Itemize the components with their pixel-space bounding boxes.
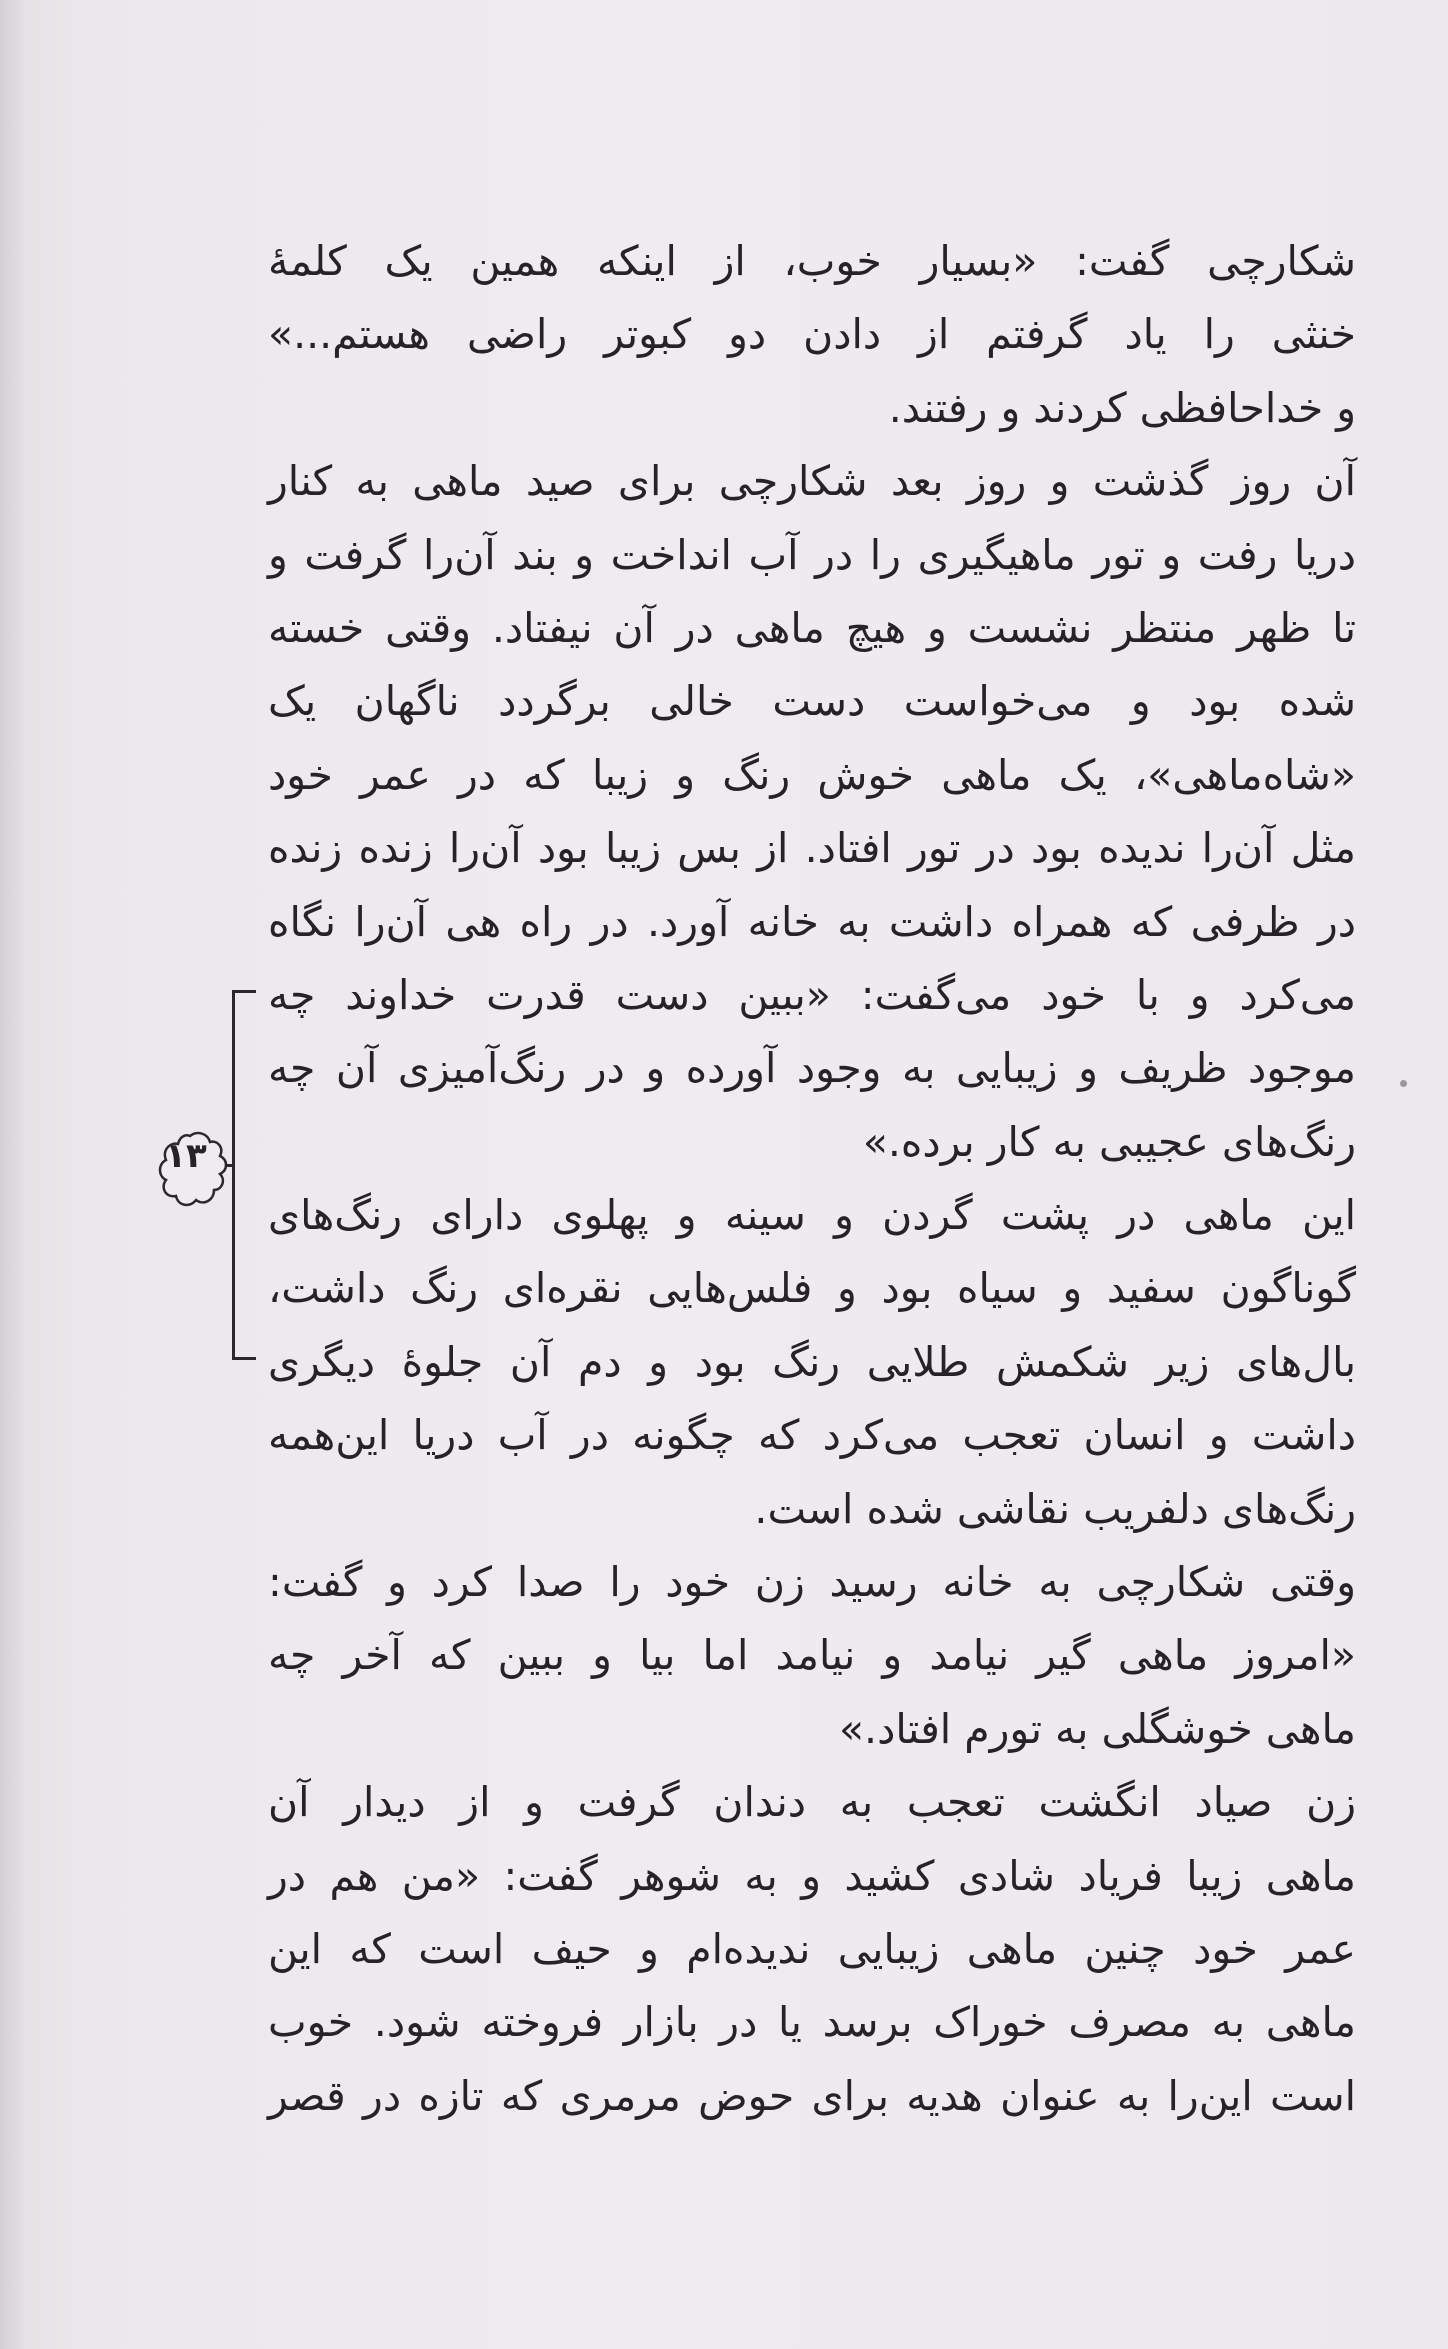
text-line: زن صیاد انگشت تعجب به دندان گرفت و از دیدار آن	[268, 1778, 1356, 1827]
text-line: ماهی به مصرف خوراک برسد یا در بازار فروخته شود. خوب	[268, 1998, 1356, 2047]
text-line: رنگ‌های عجیبی به کار برده.»	[862, 1117, 1356, 1166]
text-line: وقتی شکارچی به خانه رسید زن خود را صدا کرد و گفت:	[268, 1558, 1356, 1607]
text-line: و خداحافظی کردند و رفتند.	[888, 383, 1356, 432]
text-line: موجود ظریف و زیبایی به وجود آورده و در رنگ‌آمیزی آن چه	[268, 1044, 1356, 1093]
text-line: گوناگون سفید و سیاه بود و فلس‌هایی نقره‌ای رنگ داشت،	[268, 1264, 1356, 1313]
text-line: مثل آن‌را ندیده بود در تور افتاد. از بس زیبا بود آن‌را زنده زنده	[268, 824, 1356, 873]
text-line: ماهی خوشگلی به تورم افتاد.»	[838, 1704, 1356, 1753]
text-line: داشت و انسان تعجب می‌کرد که چگونه در آب دریا این‌همه	[268, 1411, 1356, 1460]
text-line: «شاه‌ماهی»، یک ماهی خوش رنگ و زیبا که در عمر خود	[268, 750, 1356, 799]
margin-rule-bottom-tick	[232, 1357, 256, 1360]
text-line: شده بود و می‌خواست دست خالی برگردد ناگهان یک	[268, 677, 1356, 726]
text-line: در ظرفی که همراه داشت به خانه آورد. در راه هی آن‌را نگاه	[268, 897, 1356, 946]
margin-rule-top-tick	[232, 990, 256, 993]
page-number: ۱۳	[165, 1136, 207, 1176]
text-line: «امروز ماهی گیر نیامد و نیامد اما بیا و ببین که آخر چه	[268, 1631, 1356, 1680]
text-line: ماهی زیبا فریاد شادی کشید و به شوهر گفت: «من هم در	[268, 1851, 1356, 1900]
text-line: بال‌های زیر شکمش طلایی رنگ بود و دم آن جلوهٔ دیگری	[268, 1337, 1356, 1386]
paper-speck	[1400, 1080, 1407, 1087]
text-line: شکارچی گفت: «بسیار خوب، از اینکه همین یک کلمهٔ	[268, 237, 1356, 285]
text-line: این ماهی در پشت گردن و سینه و پهلوی دارای رنگ‌های	[268, 1191, 1356, 1240]
text-line: است این‌را به عنوان هدیه برای حوض مرمری که تازه در قصر	[268, 2071, 1356, 2120]
text-line: آن روز گذشت و روز بعد شکارچی برای صید ماهی به کنار	[268, 457, 1356, 506]
page-gutter-shadow	[0, 0, 26, 2349]
text-line: رنگ‌های دلفریب نقاشی شده است.	[754, 1484, 1356, 1533]
text-line: خنثی را یاد گرفتم از دادن دو کبوتر راضی هستم...»	[268, 310, 1356, 359]
text-line: عمر خود چنین ماهی زیبایی ندیده‌ام و حیف است که این	[268, 1924, 1356, 1973]
text-line: تا ظهر منتظر نشست و هیچ ماهی در آن نیفتاد. وقتی خسته	[268, 603, 1356, 652]
text-line: می‌کرد و با خود می‌گفت: «ببین دست قدرت خداوند چه	[268, 970, 1356, 1019]
text-line: دریا رفت و تور ماهیگیری را در آب انداخت و بند آن‌را گرفت و	[268, 530, 1356, 579]
body-text	[268, 225, 1356, 2133]
